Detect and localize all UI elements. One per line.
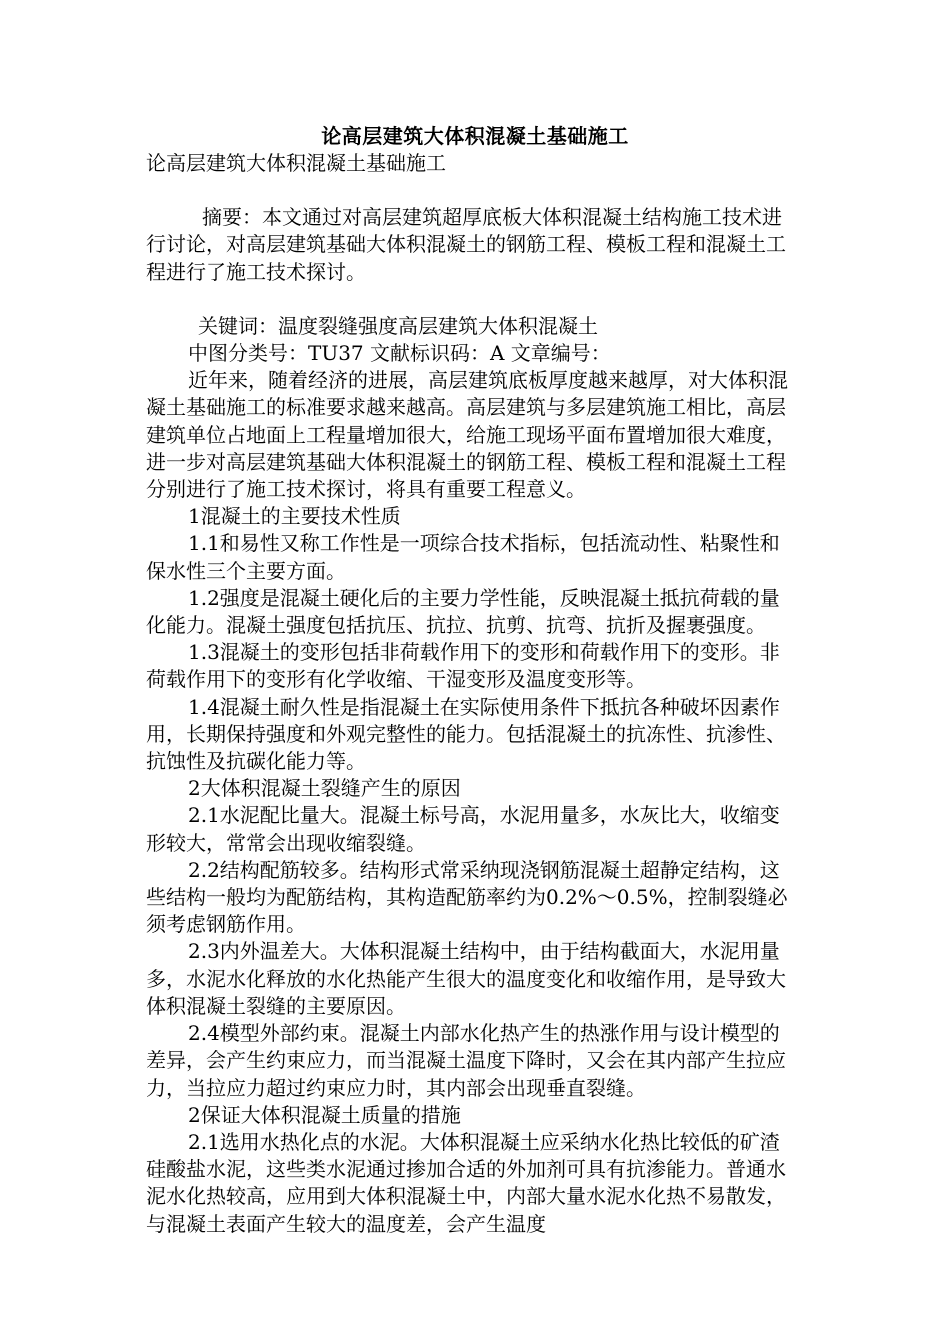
section-heading: 2保证大体积混凝土质量的措施 bbox=[188, 1102, 461, 1127]
body-paragraph: 2.1水泥配比量大。混凝土标号高，水泥用量多，水灰比大，收缩变形较大，常常会出现收缩裂缝。 bbox=[146, 803, 780, 855]
body-paragraph: 1.4混凝土耐久性是指混凝土在实际使用条件下抵抗各种破坏因素作用，长期保持强度和外观完整性的能力。包括混凝土的抗冻性、抗渗性、抗蚀性及抗碳化能力等。 bbox=[146, 694, 786, 774]
body-paragraph: 2.3内外温差大。大体积混凝土结构中，由于结构截面大，水泥用量多，水泥水化释放的水化热能产生很大的温度变化和收缩作用，是导致大体积混凝土裂缝的主要原因。 bbox=[146, 939, 786, 1018]
body-paragraph: 2.2结构配筋较多。结构形式常采纳现浇钢筋混凝土超静定结构，这些结构一般均为配筋结构，其构造配筋率约为0.2%～0.5%，控制裂缝必须考虑钢筋作用。 bbox=[146, 857, 788, 937]
section-heading: 2大体积混凝土裂缝产生的原因 bbox=[188, 776, 461, 801]
body-paragraph: 1.1和易性又称工作性是一项综合技术指标，包括流动性、粘聚性和保水性三个主要方面。 bbox=[146, 531, 780, 583]
section-heading: 1混凝土的主要技术性质 bbox=[188, 504, 401, 529]
document-body bbox=[146, 150, 798, 1238]
classification-line: 中图分类号：TU37 文献标识码：A 文章编号： bbox=[188, 341, 611, 366]
body-paragraph: 2.4模型外部约束。混凝土内部水化热产生的热涨作用与设计模型的差异，会产生约束应力，而当混凝土温度下降时，又会在其内部产生拉应力，当拉应力超过约束应力时，其内部会出现垂直裂缝。 bbox=[146, 1021, 786, 1100]
keywords-line: 关键词：温度裂缝强度高层建筑大体积混凝土 bbox=[198, 313, 598, 338]
document-title: 论高层建筑大体积混凝土基础施工 bbox=[321, 124, 629, 148]
blank-line bbox=[146, 286, 798, 313]
abstract-paragraph: 摘要：本文通过对高层建筑超厚底板大体积混凝土结构施工技术进行讨论，对高层建筑基础大体积混凝土的钢筋工程、模板工程和混凝土工程进行了施工技术探讨。 bbox=[146, 205, 786, 284]
body-paragraph: 1.3混凝土的变形包括非荷载作用下的变形和荷载作用下的变形。非荷载作用下的变形有化学收缩、干湿变形及温度变形等。 bbox=[146, 640, 780, 692]
blank-line bbox=[146, 177, 798, 204]
body-paragraph: 1.2强度是混凝土硬化后的主要力学性能，反映混凝土抵抗荷载的量化能力。混凝土强度包括抗压、抗拉、抗剪、抗弯、抗折及握裹强度。 bbox=[146, 585, 780, 638]
body-paragraph: 2.1选用水热化点的水泥。大体积混凝土应采纳水化热比较低的矿渣硅酸盐水泥，这些类水泥通过掺加合适的外加剂可具有抗渗能力。普通水泥水化热较高，应用到大体积混凝土中，内部大量水泥水化热不易散发，与混凝土表面产生较大的温度差，会产生温度 bbox=[146, 1129, 786, 1236]
body-paragraph: 近年来，随着经济的进展，高层建筑底板厚度越来越厚，对大体积混凝土基础施工的标准要求越来越高。高层建筑与多层建筑施工相比，高层建筑单位占地面上工程量增加很大，给施工现场平面布置增加很大难度，进一步对高层建筑基础大体积混凝土的钢筋工程、模板工程和混凝土工程分别进行了施工技术探讨，将具有重要工程意义。 bbox=[146, 368, 788, 502]
document-subtitle: 论高层建筑大体积混凝土基础施工 bbox=[146, 151, 446, 175]
